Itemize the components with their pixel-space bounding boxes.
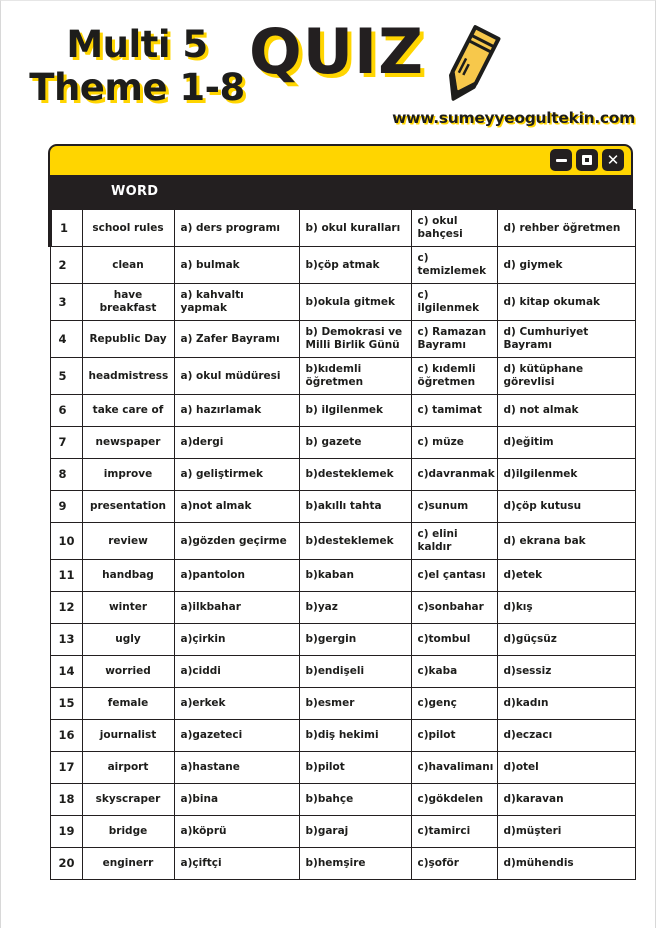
- option-b[interactable]: b)hemşire: [299, 848, 411, 880]
- row-word: Republic Day: [82, 321, 174, 358]
- option-c[interactable]: c) kıdemli öğretmen: [411, 358, 497, 395]
- row-word: enginerr: [82, 848, 174, 880]
- option-d[interactable]: d)otel: [497, 752, 635, 784]
- row-number: 18: [50, 784, 82, 816]
- option-c[interactable]: c)el çantası: [411, 560, 497, 592]
- option-a[interactable]: a) Zafer Bayramı: [174, 321, 299, 358]
- pencil-icon: [433, 19, 509, 105]
- table-row: [50, 592, 635, 624]
- option-d[interactable]: d)ilgilenmek: [497, 459, 635, 491]
- option-b[interactable]: b)desteklemek: [299, 459, 411, 491]
- option-b[interactable]: b) okul kuralları: [299, 210, 411, 247]
- table-row: [50, 321, 635, 358]
- option-c[interactable]: c)tombul: [411, 624, 497, 656]
- option-c[interactable]: c)şoför: [411, 848, 497, 880]
- row-number: 13: [50, 624, 82, 656]
- option-c[interactable]: c)kaba: [411, 656, 497, 688]
- option-a[interactable]: a) kahvaltı yapmak: [174, 284, 299, 321]
- option-b[interactable]: b)okula gitmek: [299, 284, 411, 321]
- option-a[interactable]: a) bulmak: [174, 247, 299, 284]
- worksheet-header: [1, 1, 656, 139]
- row-word: presentation: [82, 491, 174, 523]
- option-d[interactable]: d) not almak: [497, 395, 635, 427]
- option-d[interactable]: d) kütüphane görevlisi: [497, 358, 635, 395]
- row-word: journalist: [82, 720, 174, 752]
- table-row: [50, 848, 635, 880]
- row-number: 5: [50, 358, 82, 395]
- table-row: [50, 210, 635, 247]
- row-word: review: [82, 523, 174, 560]
- option-a[interactable]: a) okul müdüresi: [174, 358, 299, 395]
- option-c[interactable]: c) tamimat: [411, 395, 497, 427]
- option-a[interactable]: a) hazırlamak: [174, 395, 299, 427]
- row-word: clean: [82, 247, 174, 284]
- option-a[interactable]: a)not almak: [174, 491, 299, 523]
- quiz-heading: QUIZ: [249, 15, 425, 88]
- table-row: [50, 459, 635, 491]
- row-word: have breakfast: [82, 284, 174, 321]
- option-b[interactable]: b)çöp atmak: [299, 247, 411, 284]
- option-d[interactable]: d)kış: [497, 592, 635, 624]
- option-b[interactable]: b)desteklemek: [299, 523, 411, 560]
- close-button[interactable]: [602, 149, 624, 171]
- option-c[interactable]: c) temizlemek: [411, 247, 497, 284]
- option-c[interactable]: c)genç: [411, 688, 497, 720]
- option-a[interactable]: a)dergi: [174, 427, 299, 459]
- option-d[interactable]: d) rehber öğretmen: [497, 210, 635, 247]
- table-row: [50, 284, 635, 321]
- row-number: 19: [50, 816, 82, 848]
- row-word: ugly: [82, 624, 174, 656]
- row-word: headmistress: [82, 358, 174, 395]
- title-line-1: Multi 5: [66, 23, 208, 66]
- option-a[interactable]: a)ilkbahar: [174, 592, 299, 624]
- option-b[interactable]: b)diş hekimi: [299, 720, 411, 752]
- row-number: 15: [50, 688, 82, 720]
- option-b[interactable]: b)kaban: [299, 560, 411, 592]
- row-number: 14: [50, 656, 82, 688]
- option-d[interactable]: d) ekrana bak: [497, 523, 635, 560]
- option-a[interactable]: a)çirkin: [174, 624, 299, 656]
- row-word: worried: [82, 656, 174, 688]
- table-row: [50, 358, 635, 395]
- option-b[interactable]: b)akıllı tahta: [299, 491, 411, 523]
- option-c[interactable]: c)sunum: [411, 491, 497, 523]
- option-c[interactable]: c)sonbahar: [411, 592, 497, 624]
- row-word: handbag: [82, 560, 174, 592]
- window-titlebar: [48, 144, 633, 175]
- table-row: [50, 656, 635, 688]
- option-d[interactable]: d)mühendis: [497, 848, 635, 880]
- option-a[interactable]: a)pantolon: [174, 560, 299, 592]
- table-row: [50, 560, 635, 592]
- option-c[interactable]: c)gökdelen: [411, 784, 497, 816]
- option-d[interactable]: d) kitap okumak: [497, 284, 635, 321]
- option-c[interactable]: c)pilot: [411, 720, 497, 752]
- quiz-table-body: [50, 210, 635, 880]
- option-c[interactable]: c) ilgilenmek: [411, 284, 497, 321]
- website-url: www.sumeyyeogultekin.com: [392, 109, 635, 127]
- option-a[interactable]: a)gözden geçirme: [174, 523, 299, 560]
- option-d[interactable]: d)güçsüz: [497, 624, 635, 656]
- option-b[interactable]: b)bahçe: [299, 784, 411, 816]
- table-row: [50, 816, 635, 848]
- option-c[interactable]: c)tamirci: [411, 816, 497, 848]
- option-c[interactable]: c) müze: [411, 427, 497, 459]
- row-number: 1: [50, 210, 82, 247]
- option-b[interactable]: b)endişeli: [299, 656, 411, 688]
- row-number: 9: [50, 491, 82, 523]
- table-row: [50, 247, 635, 284]
- option-b[interactable]: b) Demokrasi ve Milli Birlik Günü: [299, 321, 411, 358]
- row-number: 12: [50, 592, 82, 624]
- row-number: 4: [50, 321, 82, 358]
- column-header-word: WORD: [111, 184, 159, 199]
- option-a[interactable]: a)erkek: [174, 688, 299, 720]
- row-number: 16: [50, 720, 82, 752]
- option-d[interactable]: d)karavan: [497, 784, 635, 816]
- table-header-band: [48, 175, 633, 209]
- table-row: [50, 624, 635, 656]
- close-icon: ✕: [606, 150, 620, 169]
- row-word: school rules: [82, 210, 174, 247]
- option-a[interactable]: a)köprü: [174, 816, 299, 848]
- option-a[interactable]: a)bina: [174, 784, 299, 816]
- table-row: [50, 491, 635, 523]
- table-row: [50, 427, 635, 459]
- table-row: [50, 752, 635, 784]
- row-word: airport: [82, 752, 174, 784]
- option-a[interactable]: a)hastane: [174, 752, 299, 784]
- window-controls: [550, 149, 624, 171]
- option-c[interactable]: c) elini kaldır: [411, 523, 497, 560]
- maximize-icon: [582, 155, 592, 165]
- option-d[interactable]: d) giymek: [497, 247, 635, 284]
- option-a[interactable]: a)çiftçi: [174, 848, 299, 880]
- option-c[interactable]: c)davranmak: [411, 459, 497, 491]
- row-number: 20: [50, 848, 82, 880]
- option-b[interactable]: b)yaz: [299, 592, 411, 624]
- option-a[interactable]: a)ciddi: [174, 656, 299, 688]
- row-word: winter: [82, 592, 174, 624]
- option-b[interactable]: b)garaj: [299, 816, 411, 848]
- table-row: [50, 688, 635, 720]
- option-b[interactable]: b) ilgilenmek: [299, 395, 411, 427]
- table-row: [50, 523, 635, 560]
- row-word: take care of: [82, 395, 174, 427]
- quiz-window: [48, 144, 633, 880]
- minimize-button[interactable]: [550, 149, 572, 171]
- row-word: bridge: [82, 816, 174, 848]
- quiz-table: [48, 209, 636, 880]
- row-number: 10: [50, 523, 82, 560]
- option-d[interactable]: d)kadın: [497, 688, 635, 720]
- option-d[interactable]: d) Cumhuriyet Bayramı: [497, 321, 635, 358]
- row-word: skyscraper: [82, 784, 174, 816]
- row-number: 6: [50, 395, 82, 427]
- row-word: improve: [82, 459, 174, 491]
- option-b[interactable]: b) gazete: [299, 427, 411, 459]
- option-d[interactable]: d)etek: [497, 560, 635, 592]
- table-row: [50, 720, 635, 752]
- row-number: 3: [50, 284, 82, 321]
- row-number: 8: [50, 459, 82, 491]
- table-row: [50, 395, 635, 427]
- row-word: newspaper: [82, 427, 174, 459]
- option-c[interactable]: c)havalimanı: [411, 752, 497, 784]
- row-number: 11: [50, 560, 82, 592]
- row-number: 17: [50, 752, 82, 784]
- option-b[interactable]: b)kıdemli öğretmen: [299, 358, 411, 395]
- option-a[interactable]: a) geliştirmek: [174, 459, 299, 491]
- option-d[interactable]: d)sessiz: [497, 656, 635, 688]
- worksheet-title: [27, 23, 247, 109]
- row-number: 7: [50, 427, 82, 459]
- option-c[interactable]: c) Ramazan Bayramı: [411, 321, 497, 358]
- option-d[interactable]: d)eğitim: [497, 427, 635, 459]
- option-b[interactable]: b)esmer: [299, 688, 411, 720]
- row-number: 2: [50, 247, 82, 284]
- maximize-button[interactable]: [576, 149, 598, 171]
- option-b[interactable]: b)gergin: [299, 624, 411, 656]
- option-a[interactable]: a) ders programı: [174, 210, 299, 247]
- option-b[interactable]: b)pilot: [299, 752, 411, 784]
- option-d[interactable]: d)eczacı: [497, 720, 635, 752]
- option-a[interactable]: a)gazeteci: [174, 720, 299, 752]
- option-c[interactable]: c) okul bahçesi: [411, 210, 497, 247]
- title-line-2: Theme 1-8: [29, 66, 245, 109]
- option-d[interactable]: d)müşteri: [497, 816, 635, 848]
- minimize-icon: [556, 159, 567, 162]
- row-word: female: [82, 688, 174, 720]
- option-d[interactable]: d)çöp kutusu: [497, 491, 635, 523]
- table-row: [50, 784, 635, 816]
